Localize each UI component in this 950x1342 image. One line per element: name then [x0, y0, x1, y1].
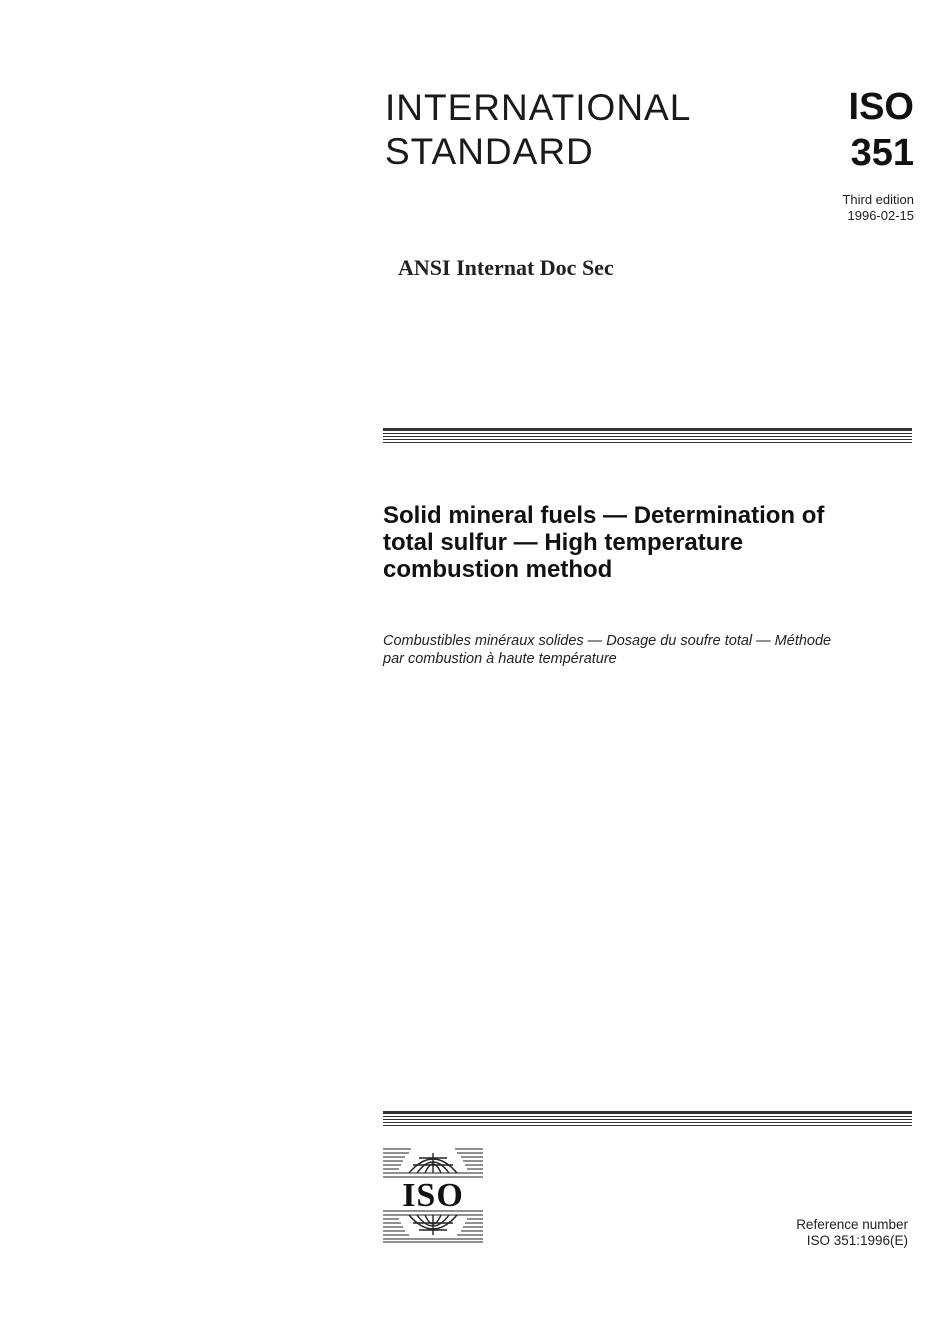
title-line3: combustion method	[383, 556, 613, 583]
standard-number-block	[849, 84, 914, 176]
document-type-line2: STANDARD	[385, 131, 594, 172]
document-title	[383, 502, 913, 583]
edition-info	[842, 192, 914, 224]
title-line2: total sulfur — High temperature	[383, 529, 744, 556]
reference-label: Reference number	[796, 1217, 908, 1232]
document-type	[385, 86, 691, 174]
french-title	[383, 632, 923, 668]
french-title-line2: par combustion à haute température	[383, 651, 617, 667]
standard-org: ISO	[848, 86, 914, 128]
lower-rule	[383, 1111, 912, 1128]
reference-value: ISO 351:1996(E)	[806, 1233, 908, 1248]
library-stamp: ANSI Internat Doc Sec	[398, 255, 614, 280]
iso-logo-icon	[381, 1143, 485, 1245]
document-type-line1: INTERNATIONAL	[385, 87, 692, 128]
standard-number: 351	[850, 132, 914, 174]
edition-date: 1996-02-15	[847, 208, 914, 223]
upper-rule	[383, 428, 912, 445]
edition-label: Third edition	[842, 192, 914, 207]
reference-number	[796, 1217, 908, 1249]
svg-text:ISO: ISO	[402, 1177, 464, 1214]
french-title-line1: Combustibles minéraux solides — Dosage du soufre total — Méthode	[383, 633, 832, 649]
title-line1: Solid mineral fuels — Determination of	[383, 502, 825, 529]
